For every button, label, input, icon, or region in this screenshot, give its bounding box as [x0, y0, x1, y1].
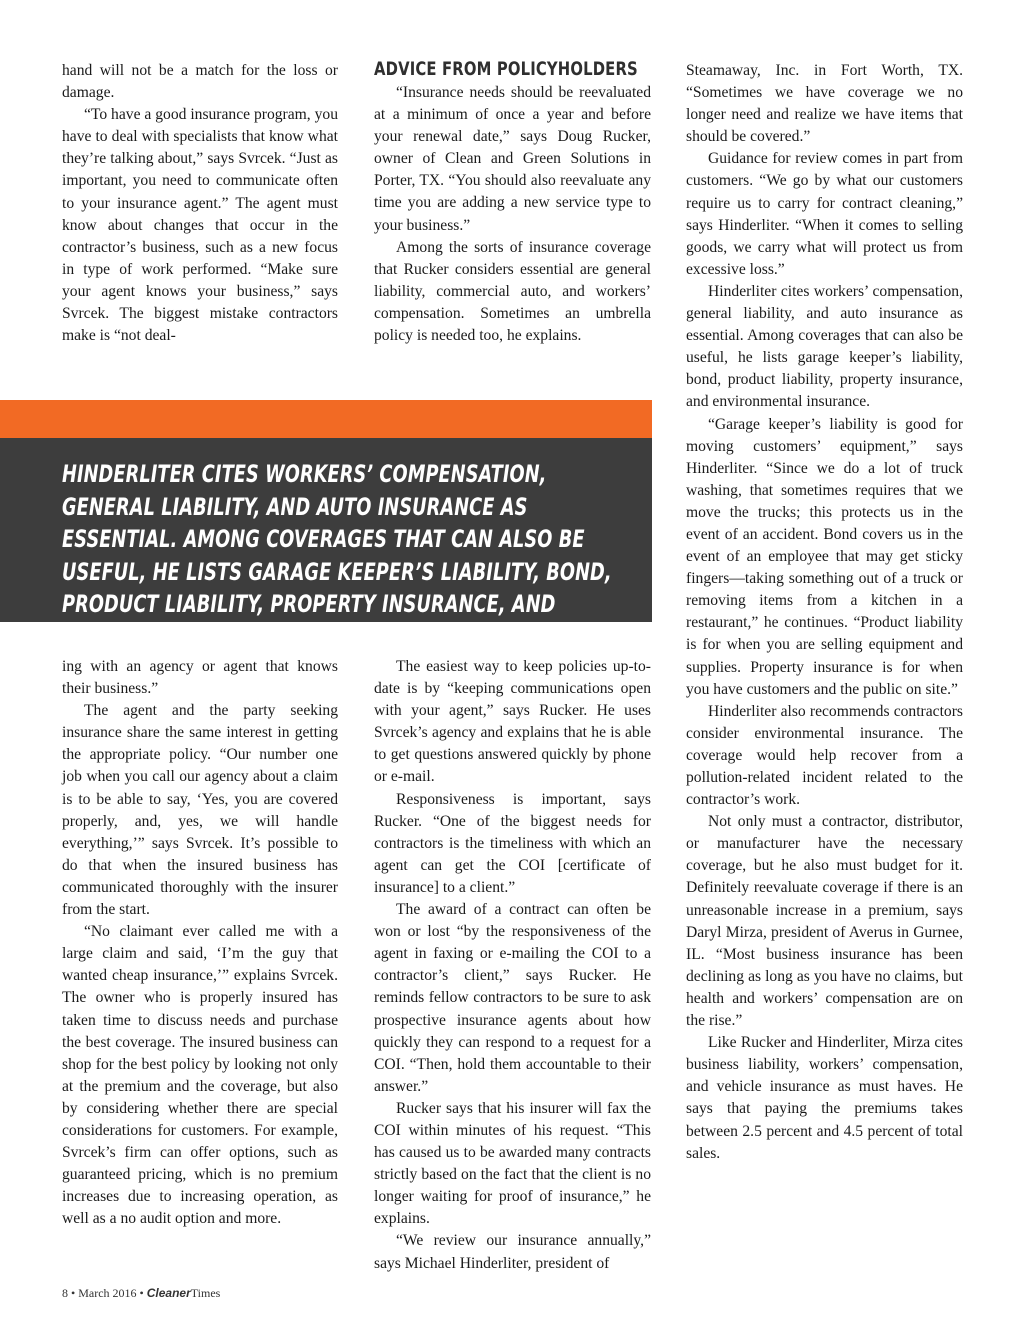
- paragraph: Hinderliter also recommends contractors consider environmental insurance. The coverage would help recover from a pollution-related incident related to the contractor’s work.: [686, 702, 963, 809]
- paragraph: The award of a contract can often be won or lost “by the responsiveness of the agent in faxing or e-mailing the COI to a contractor’s client,” says Rucker. He reminds fellow contractors to be sure to ask prospective insurance agents about how quickly they can respond to a request for a COI. “Then, hold them accountable to their answer.”: [374, 901, 651, 1095]
- footer-bullet: •: [71, 1286, 76, 1300]
- paragraph: Steamaway, Inc. in Fort Worth, TX. “Sometimes we have coverage we no longer need and realize we have items that should be covered.”: [686, 62, 963, 146]
- paragraph: Rucker says that his insurer will fax the COI within minutes of his request. “This has caused us to be awarded many contracts strictly based on the fact that the client is no longer waiting for proof of insurance,” he explains.: [374, 1099, 651, 1228]
- publication-brand: Cleaner: [146, 1286, 191, 1300]
- paragraph: “No claimant ever called me with a large claim and said, ‘I’m the guy that wanted cheap insurance,’” explains Svrcek. The owner who is properly insured has taken time to discuss needs and purchase the best coverage. The insured business can shop for the best policy by looking not only at the premium and the coverage, but also by considering whether there are special considerations for customers. For example, Svrcek’s firm can offer options, such as guaranteed pricing, which is no premium increases due to increasing operation, as well as a no audit option and more.: [62, 923, 338, 1228]
- page-footer: [62, 1286, 220, 1300]
- page-number: 8: [62, 1286, 68, 1300]
- issue-date: March 2016: [78, 1286, 137, 1300]
- column-2-bottom: [374, 656, 651, 1275]
- paragraph: Guidance for review comes in part from customers. “We go by what our customers require us to carry for contract cleaning,” says Hinderliter. “When it comes to selling goods, we carry what will protect us from excessive loss.”: [686, 150, 963, 278]
- column-3: [686, 60, 963, 1165]
- paragraph: Hinderliter cites workers’ compensation, general liability, and auto insurance as essential. Among coverages that can also be useful, he lists garage keeper’s liability, bond, product liability, property insurance, and environmental insurance.: [686, 282, 963, 411]
- column-2-top: [374, 82, 651, 347]
- paragraph: Like Rucker and Hinderliter, Mirza cites business liability, workers’ compensation, and vehicle insurance as must haves. He says that paying the premiums takes between 2.5 percent and 4.5 percent of total sales.: [686, 1034, 963, 1162]
- paragraph: “To have a good insurance program, you have to deal with specialists that know what they’re talking about,” says Svrcek. “Just as important, you need to communicate often to your insurance agent.” The agent must know about changes that occur in the contractor’s business, such as a new focus in type of work performed. “Make sure your agent knows your business,” says Svrcek. The biggest mistake contractors make is “not deal-: [62, 106, 338, 345]
- section-heading: ADVICE FROM POLICYHOLDERS: [374, 58, 638, 80]
- paragraph: “Garage keeper’s liability is good for moving customers’ equipment,” says Hinderliter. “Since we do a lot of truck washing, that sometimes requires that we move the trucks; this protects us in the event of an accident. Bond covers us in the event of an employee that may get sticky fingers—taking something out of a truck or removing items from a kitchen in a restaurant,” he continues. “Product liability is for when you are selling equipment and supplies. Property insurance is for when you have customers and the public on site.”: [686, 415, 963, 698]
- column-1-top: [62, 60, 338, 347]
- paragraph: The agent and the party seeking insurance share the same interest in getting the appropriate policy. “Our number one job when you call our agency about a claim is to be able to say, ‘Yes, you are covered properly, and, yes, we will handle everything,’” says Svrcek. It’s possible to do that when the insured business has communicated thoroughly with the insurer from the start.: [62, 702, 338, 919]
- paragraph: Responsiveness is important, says Rucker. “One of the biggest needs for contractors is the timeliness with which an agent can get the COI [certificate of insurance] to a client.”: [374, 790, 651, 896]
- orange-accent-band: [0, 400, 652, 438]
- paragraph: The easiest way to keep policies up-to-date is by “keeping communications open with your agent,” says Rucker. He uses Svrcek’s agency and explains that he is able to get questions answered quickly by phone or e-mail.: [374, 658, 651, 786]
- publication-brand-suffix: Times: [190, 1286, 221, 1300]
- column-1-bottom: [62, 656, 338, 1230]
- pull-quote-text: HINDERLITER CITES WORKERS’ COMPENSATION, GENERAL LIABILITY, AND AUTO INSURANCE AS ESSENTIAL. AMONG COVERAGES THAT CAN ALSO BE USEFUL, HE LISTS GARAGE KEEPER’S LIABILITY, BOND, PRODUCT LIABILITY, PROPERTY INSURANCE, AND ENVIRONMENTAL INSURANCE.: [62, 460, 612, 651]
- paragraph: “We review our insurance annually,” says Michael Hinderliter, president of: [374, 1232, 651, 1272]
- paragraph: hand will not be a match for the loss or damage.: [62, 62, 338, 102]
- footer-bullet: •: [139, 1286, 144, 1300]
- paragraph: ing with an agency or agent that knows their business.”: [62, 658, 338, 698]
- paragraph: Among the sorts of insurance coverage that Rucker considers essential are general liability, commercial auto, and workers’ compensation. Sometimes an umbrella policy is needed too, he explains.: [374, 238, 651, 345]
- paragraph: “Insurance needs should be reevaluated at a minimum of once a year and before your renewal date,” says Doug Rucker, owner of Clean and Green Solutions in Porter, TX. “You should also reevaluate any time you are adding a new service type to your business.”: [374, 84, 651, 234]
- paragraph: Not only must a contractor, distributor, or manufacturer have the necessary coverage, but he also must budget for it. Definitely reevaluate coverage if there is an unreasonable increase in a premium, says Daryl Mirza, president of Averus in Gurnee, IL. “Most business insurance has been declining as long as you have no claims, but health and workers’ compensation are on the rise.”: [686, 813, 963, 1030]
